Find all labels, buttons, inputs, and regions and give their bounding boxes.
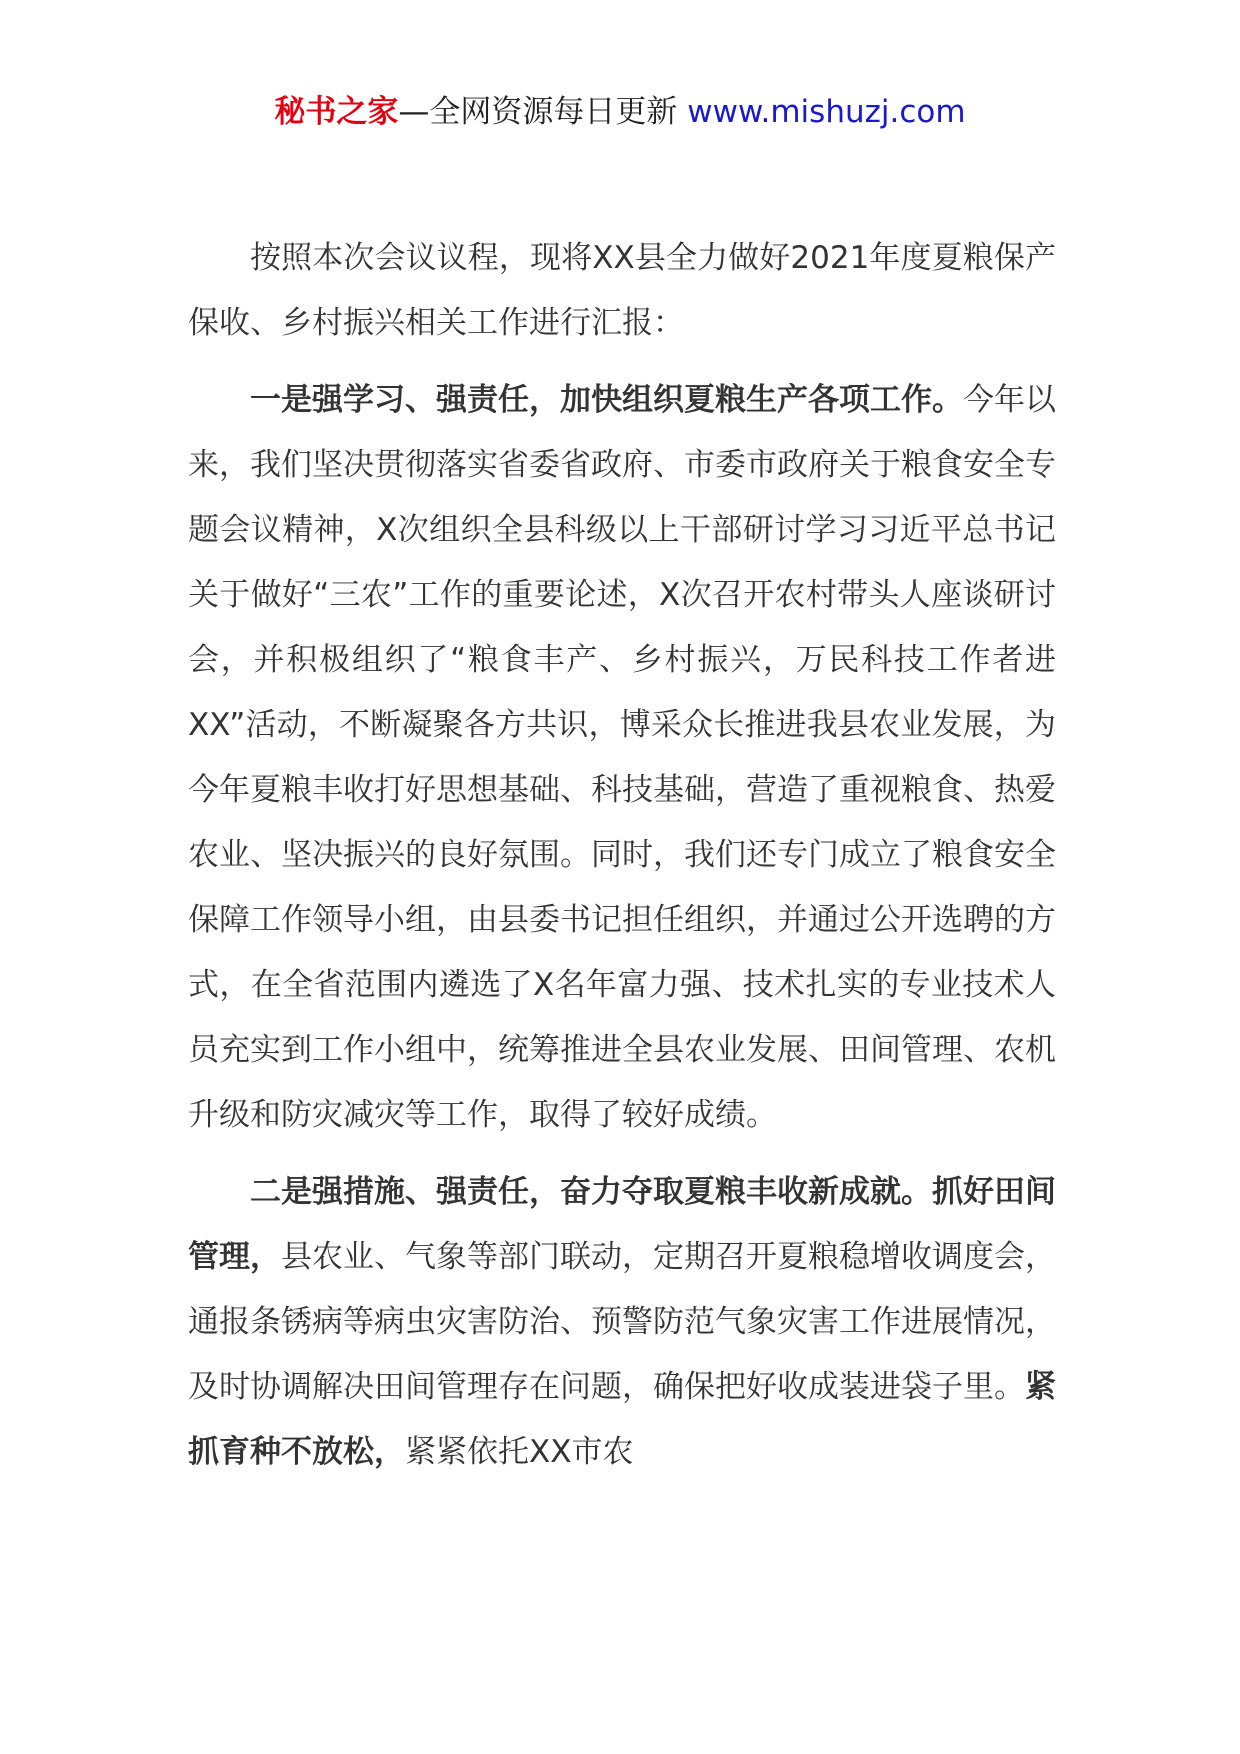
section-1-body: 今年以来，我们坚决贯彻落实省委省政府、市委市政府关于粮食安全专题会议精神，X次组织全县科级以上干部研讨学习习近平总书记关于做好“三农”工作的重要论述，X次召开农村带头人座谈研讨会，并积极组织了“粮食丰产、乡村振兴，万民科技工作者进XX”活动，不断凝聚各方共识，博采众长推进我县农业发展，为今年夏粮丰收打好思想基础、科技基础，营造了重视粮食、热爱农业、坚决振兴的良好氛围。同时，我们还专门成立了粮食安全保障工作领导小组，由县委书记担任组织，并通过公开选聘的方式，在全省范围内遴选了X名年富力强、技术扎实的专业技术人员充实到工作小组中，统筹推进全县农业发展、田间管理、农机升级和防灾减灾等工作，取得了较好成绩。 (188, 382, 1056, 1133)
section-2-paragraph (188, 1160, 1056, 1485)
site-tagline: —全网资源每日更新 (398, 94, 678, 130)
section-2-sub1-heading: 抓好田间管理， (188, 1174, 1056, 1275)
section-2-sub2-heading: 紧抓育种不放松， (188, 1369, 1056, 1470)
document-body (188, 226, 1056, 1485)
section-1-heading: 一是强学习、强责任，加快组织夏粮生产各项工作。 (250, 382, 963, 418)
page-header (0, 92, 1240, 132)
site-name: 秘书之家 (274, 94, 399, 130)
section-2-heading: 二是强措施、强责任，奋力夺取夏粮丰收新成就。 (250, 1174, 932, 1210)
section-1-paragraph (188, 368, 1056, 1148)
section-2-sub1-body: 县农业、气象等部门联动，定期召开夏粮稳增收调度会，通报条锈病等病虫灾害防治、预警防范气象灾害工作进展情况，及时协调解决田间管理存在问题，确保把好收成装进袋子里。 (188, 1239, 1056, 1405)
section-2-sub2-body: 紧紧依托XX市农 (405, 1434, 634, 1470)
site-url-link[interactable]: www.mishuzj.com (687, 94, 966, 130)
intro-paragraph: 按照本次会议议程，现将XX县全力做好2021年度夏粮保产保收、乡村振兴相关工作进行汇报： (188, 240, 1056, 341)
